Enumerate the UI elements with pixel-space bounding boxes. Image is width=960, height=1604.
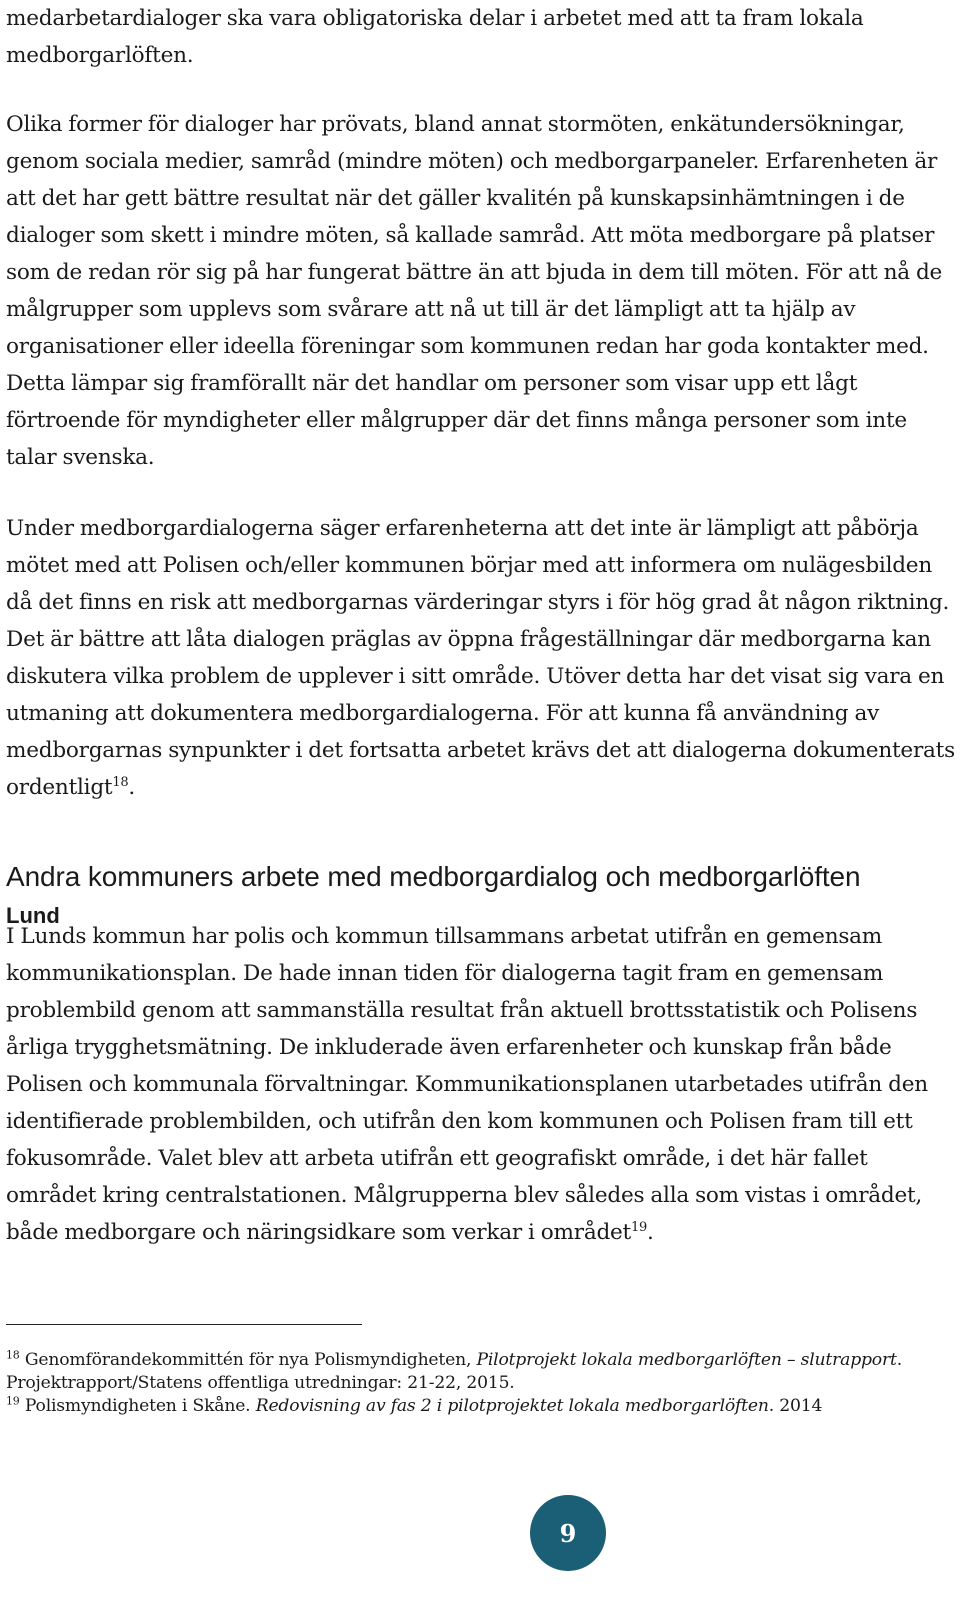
footnotes <box>6 1349 956 1418</box>
footnote-title: Pilotprojekt lokala medborgarlöften – slutrapport <box>476 1350 897 1370</box>
footnote-text: Genomförandekommittén för nya Polismyndigheten, <box>19 1350 477 1370</box>
paragraph-dialogue-experience <box>6 510 956 806</box>
footnote-19 <box>6 1395 956 1418</box>
paragraph-continuation: medarbetardialoger ska vara obligatoriska delar i arbetet med att ta fram lokala medborgarlöften. <box>6 6 864 68</box>
footnote-divider <box>6 1324 362 1325</box>
footnote-title: Redovisning av fas 2 i pilotprojektet lokala medborgarlöften <box>255 1396 769 1416</box>
footnote-source: . 2014 <box>768 1396 823 1416</box>
footnote-source: . Projektrapport/Statens offentliga utredningar: 21-22, 2015. <box>6 1350 902 1393</box>
paragraph-text: I Lunds kommun har polis och kommun tillsammans arbetat utifrån en gemensam kommunikationsplan. De hade innan tiden för dialogerna tagit fram en gemensam problembild genom att sammanställa resultat från aktuell brottsstatistik och Polisens årliga trygghetsmätning. De inkluderade även erfarenheter och kunskap från både Polisen och kommunala förvaltningar. Kommunikationsplanen utarbetades utifrån den identifierade problembilden, och utifrån den kom kommunen och Polisen fram till ett fokusområde. Valet blev att arbeta utifrån ett geografiskt område, i det här fallet området kring centralstationen. Målgrupperna blev således alla som vistas i området, både medborgare och näringsidkare som verkar i området <box>6 924 928 1245</box>
footnote-text: Polismyndigheten i Skåne. <box>19 1396 256 1416</box>
paragraph-lund <box>6 918 956 1251</box>
footnote-number: 19 <box>6 1394 20 1408</box>
paragraph-end: . <box>128 775 135 800</box>
paragraph-text: Under medborgardialogerna säger erfarenheterna att det inte är lämpligt att påbörja mötet med att Polisen och/eller kommunen börjar med att informera om nulägesbilden då det finns en risk att medborgarnas värderingar styrs i för hög grad åt någon riktning. Det är bättre att låta dialogen präglas av öppna frågeställningar där medborgarna kan diskutera vilka problem de upplever i sitt område. Utöver detta har det visat sig vara en utmaning att dokumentera medborgardialogerna. För att kunna få användning av medborgarnas synpunkter i det fortsatta arbetet krävs det att dialogerna dokumenterats ordentligt <box>6 516 955 800</box>
paragraph-dialogue-forms: Olika former för dialoger har prövats, bland annat stormöten, enkätundersökningar, genom sociala medier, samråd (mindre möten) och medborgarpaneler. Erfarenheten är att det har gett bättre resultat när det gäller kvalitén på kunskapsinhämtningen i de dialoger som skett i mindre möten, så kallade samråd. Att möta medborgare på platser som de redan rör sig på har fungerat bättre än att bjuda in dem till möten. För att nå de målgrupper som upplevs som svårare att nå ut till är det lämpligt att ta hjälp av organisationer eller ideella föreningar som kommunen redan har goda kontakter med. Detta lämpar sig framförallt när det handlar om personer som visar upp ett lågt förtroende för myndigheter eller målgrupper där det finns många personer som inte talar svenska. <box>6 112 943 470</box>
subheading-lund: Lund <box>6 903 60 928</box>
page-number-badge: 9 <box>530 1495 606 1571</box>
paragraph-end: . <box>647 1220 654 1245</box>
footnote-ref-18[interactable]: 18 <box>112 774 129 790</box>
footnote-ref-19[interactable]: 19 <box>630 1219 648 1235</box>
footnote-18 <box>6 1349 956 1395</box>
footnote-number: 18 <box>6 1348 20 1362</box>
section-heading: Andra kommuners arbete med medborgardialog och medborgarlöften <box>6 861 861 892</box>
